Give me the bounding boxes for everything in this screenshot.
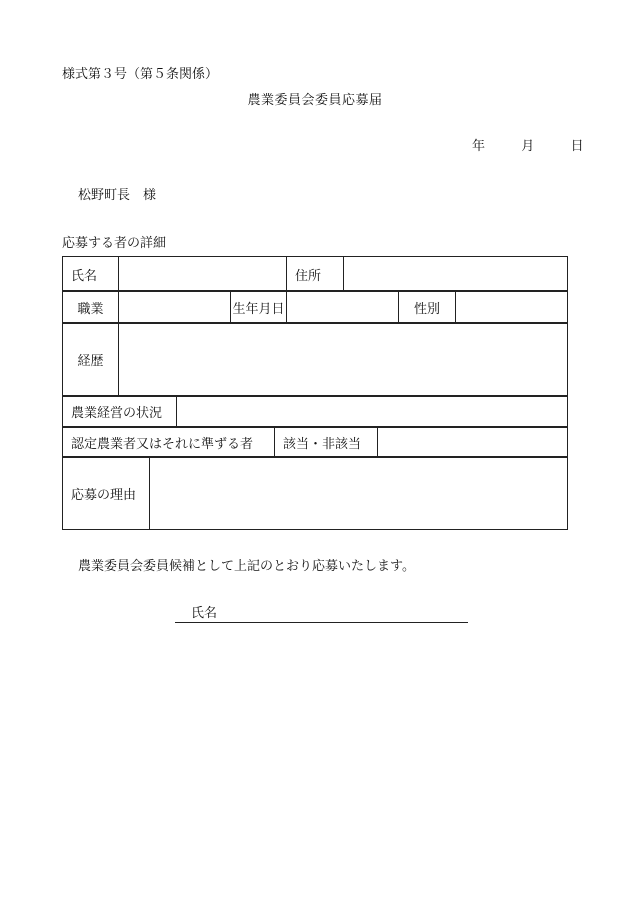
- farming-status-field[interactable]: [177, 396, 568, 428]
- birthdate-field[interactable]: [287, 291, 399, 324]
- reason-row: [62, 456, 568, 530]
- birthdate-label: 生年月日: [231, 291, 287, 324]
- applicant-name-address-row: [62, 256, 568, 292]
- addressee: 松野町長 様: [78, 188, 157, 203]
- farming-status-row: [62, 395, 568, 428]
- date-month-label: 月: [521, 139, 535, 154]
- address-label: 住所: [287, 257, 344, 292]
- gender-field[interactable]: [456, 291, 568, 324]
- certified-farmer-options[interactable]: 該当・非該当: [275, 427, 378, 458]
- signature-line[interactable]: [175, 606, 468, 623]
- date-line: [472, 139, 584, 155]
- document-title: 農業委員会委員応募届: [247, 93, 383, 108]
- address-field[interactable]: [344, 257, 568, 292]
- date-day-label: 日: [570, 139, 584, 154]
- certified-farmer-row: [62, 426, 568, 458]
- section-heading: 応募する者の詳細: [62, 236, 167, 251]
- gender-label: 性別: [399, 291, 456, 324]
- name-field[interactable]: [119, 257, 287, 292]
- career-row: [62, 322, 568, 397]
- name-label: 氏名: [63, 257, 119, 292]
- certified-farmer-label: 認定農業者又はそれに準ずる者: [63, 427, 275, 458]
- reason-field[interactable]: [150, 457, 568, 530]
- farming-status-label: 農業経営の状況: [63, 396, 177, 428]
- reason-label: 応募の理由: [63, 457, 150, 530]
- signature-label: 氏名: [191, 606, 218, 621]
- date-year-label: 年: [472, 139, 486, 154]
- occupation-field[interactable]: [119, 291, 231, 324]
- occupation-birthdate-gender-row: [62, 290, 568, 324]
- declaration-text: 農業委員会委員候補として上記のとおり応募いたします。: [78, 559, 415, 574]
- certified-farmer-blank: [378, 427, 568, 458]
- career-field[interactable]: [119, 323, 568, 397]
- career-label: 経歴: [63, 323, 119, 397]
- occupation-label: 職業: [63, 291, 119, 324]
- form-number: 様式第３号（第５条関係）: [62, 67, 219, 82]
